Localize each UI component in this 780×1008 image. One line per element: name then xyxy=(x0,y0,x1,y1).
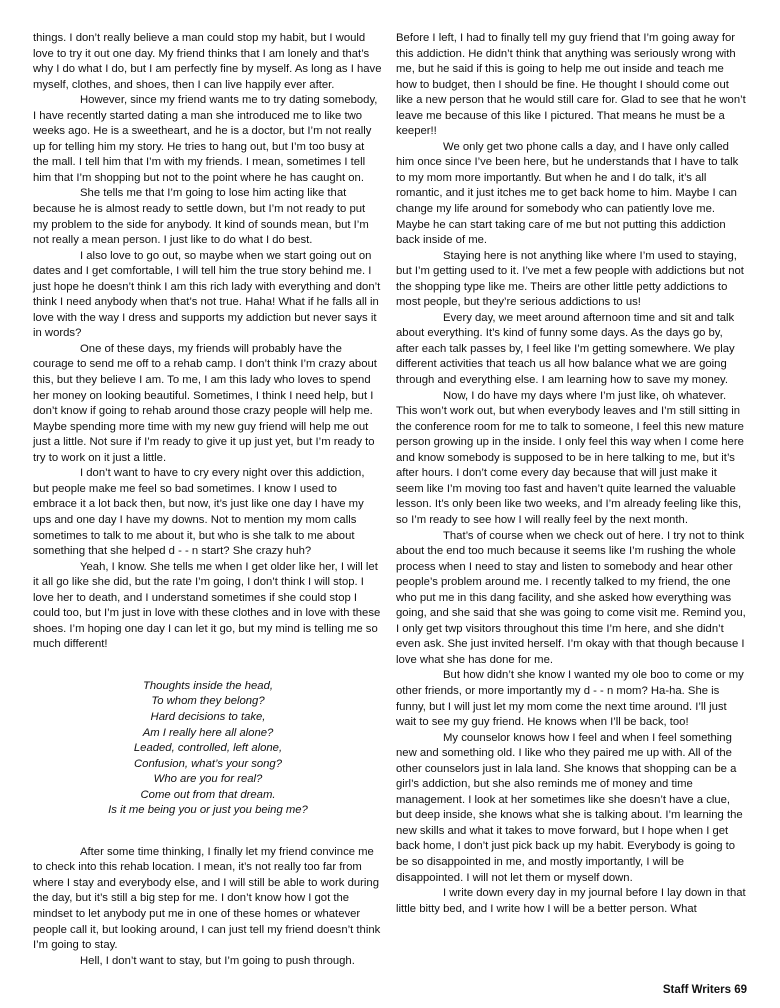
paragraph: But how didn’t she know I wanted my ole boo to come or my other friends, or more importantly my d - - n mom? Ha-ha. She is funny, but I will just let my mom come the next time around. I’ll just wait to see my guy friend. He knows when I’ll be back, too! xyxy=(396,669,744,729)
paragraph: Yeah, I know. She tells me when I get older like her, I will let it all go like she did, but the rate I’m going, I don’t think I will stop. I love her to death, and I understand sometimes if she could stop I could too, but I’m just in love with these clothes and in love with these shoes. I’m hoping one day I can let it go, but my mind is telling me so much different! xyxy=(33,560,381,651)
paragraph: Staying here is not anything like where I’m used to staying, but I’m getting used to it. I’ve met a few people with addictions but not the shopping type like me. Theirs are other little petty addictions to most people, but they’re serious addictions to us! xyxy=(396,249,744,309)
poem-line: Am I really here all alone? xyxy=(142,726,274,739)
poem-line: Hard decisions to take, xyxy=(150,710,266,723)
poem-line: To whom they belong? xyxy=(151,695,265,708)
paragraph: things. I don’t really believe a man could stop my habit, but I would love to try it out one day. My friend thinks that I am lonely and that’s why I do what I do, but I am perfectly fine by myself. As long as I have myself, clothes, and shoes, then I can live happily ever after. xyxy=(33,32,382,91)
paragraph: However, since my friend wants me to try dating somebody, I have recently started dating a man she introduced me to like two weeks ago. He is a sweetheart, and he is a doctor, but I’m not really up for telling him my story. He tries to hang out, but I’m too busy at the mall. I tell him that I’m with my friends. I mean, sometimes I tell him that I’m shopping but not to the point where he has caught on. xyxy=(33,94,378,184)
paragraph: Before I left, I had to finally tell my guy friend that I’m going away for this addiction. He didn’t think that anything was seriously wrong with me, but he said if this is going to help me out inside and teach me how to budget, then I should be fine. He thought I should come out like a new person that he would still care for. Glad to see that he won’t leave me because of this like I pictured. That means he must be a keeper!! xyxy=(396,32,746,138)
paragraph: Every day, we meet around afternoon time and sit and talk about everything. It’s kind of funny some days. As the days go by, after each talk passes by, I feel like I’m getting somewhere. We play different activities that teach us all how balance what we are going through and everything else. I am learning how to save my money. xyxy=(396,311,735,387)
paragraph: I write down every day in my journal before I lay down in that little bitty bed, and I write how I will be a better person. What xyxy=(396,887,746,915)
paragraph: Hell, I don’t want to stay, but I’m going to push through. xyxy=(80,954,355,967)
paragraph: That’s of course when we check out of here. I try not to think about the end too much because it seems like I’m rushing the whole process when I need to stay and listen to somebody and hear other people’s problem around me. I recently talked to my friend, the one who put me in this dang facility, and she asked how everything was going, and she said that she was going to come visit me. Remind you, I only get twp visitors throughout this time I’m here, and she didn’t even ask. She just invited herself. I’m okay with that though because I love what she has done for me. xyxy=(396,529,746,666)
paragraph: She tells me that I’m going to lose him acting like that because he is almost ready to settle down, but I’m not ready to put my problem to the side for anybody. It kind of sounds mean, but I’m not really a mean person. I just like to do what I do best. xyxy=(33,187,369,247)
paragraph: I don’t want to have to cry every night over this addiction, but people make me feel so bad sometimes. I know I used to embrace it a lot back then, but now, it’s just like one day I have my ups and one day I have my downs. Not to mention my mom calls sometimes to talk to me about it, but who is she talk to me about something that she helped d - - n start? She crazy huh? xyxy=(33,467,365,558)
poem-line: Who are you for real? xyxy=(153,773,263,786)
paragraph: I also love to go out, so maybe when we start going out on dates and I get comfortable, I will tell him the true story behind me. I just hope he doesn’t think I am this rich lady with everything and don’t think I need anybody when that’s not true. Haha! What if he falls all in love with the way I dress and supports my addiction but never says it in words? xyxy=(33,249,381,340)
paragraph: One of these days, my friends will probably have the courage to send me off to a rehab camp. I don’t think I’m crazy about this, but they believe I am. To me, I am this lady who loves to spend her money on looking beautiful. Sometimes, I think I need help, but I don’t know if going to rehab around those crazy people will help me. Maybe spending more time with my new guy friend will help me out just a little. Not sure if I’m ready to give it up just yet, but I’m ready to try to work on it just a little. xyxy=(33,342,377,464)
paragraph: We only get two phone calls a day, and I have only called him once since I’ve been here, but he understands that I have to talk to my mom more importantly. But when he and I do talk, it’s all romantic, and it just itches me to get back home to him. Maybe I can change my life around for somebody who can patiently love me. Maybe he can start taking care of me but not putting this addiction back inside of me. xyxy=(396,140,739,247)
left-column xyxy=(33,31,383,969)
poem-line: Thoughts inside the head, xyxy=(142,679,273,692)
paragraph: After some time thinking, I finally let my friend convince me to check into this rehab location. I mean, it’s not really too far from where I stay and everybody else, and I will still be able to work during the day, but it’s still a big step for me. I don’t know how I got the mindset to let anybody put me in one of these homes or whatever people call it, but looking around, I can just tell my friend doesn’t think I’m going to stay. xyxy=(33,845,381,952)
poem-line: Confusion, what’s your song? xyxy=(134,757,282,770)
right-column xyxy=(396,31,746,917)
poem xyxy=(33,679,383,819)
page-footer: Staff Writers 69 xyxy=(662,984,747,996)
poem-line: Is it me being you or just you being me? xyxy=(108,804,308,817)
poem-line: Leaded, controlled, left alone, xyxy=(133,742,283,755)
paragraph: Now, I do have my days where I’m just like, oh whatever. This won’t work out, but when everybody leaves and I’m still sitting in the conference room for me to talk to someone, I feel this new mature person growing up in the inside. I only feel this way when I come here and know somebody is supposed to be in here talking to me, but it’s after hours. I don’t come every day because that will just make it seem like I’m moving too fast and haven’t quite learned the valuable lesson. It’s only been like two weeks, and I’m already feeling like this, so I’m ready to see how I will really feel by the next month. xyxy=(396,389,744,526)
paragraph: My counselor knows how I feel and when I feel something new and something old. I like who they paired me up with. All of the other counselors just in lala land. She knows that shopping can be a girl’s addiction, but she also reminds me of money and time management. I look at her sometimes like she doesn’t have a clue, but deep inside, she knows what she is talking about. I’m learning the new skills and what it takes to move forward, but I hope when I get back home, I don’t just pick back up my habit. Everybody is going to be so disappointed in me, and mostly importantly, I will be disappointed. I will not let them or myself down. xyxy=(396,731,743,884)
poem-line: Come out from that dream. xyxy=(140,788,276,801)
